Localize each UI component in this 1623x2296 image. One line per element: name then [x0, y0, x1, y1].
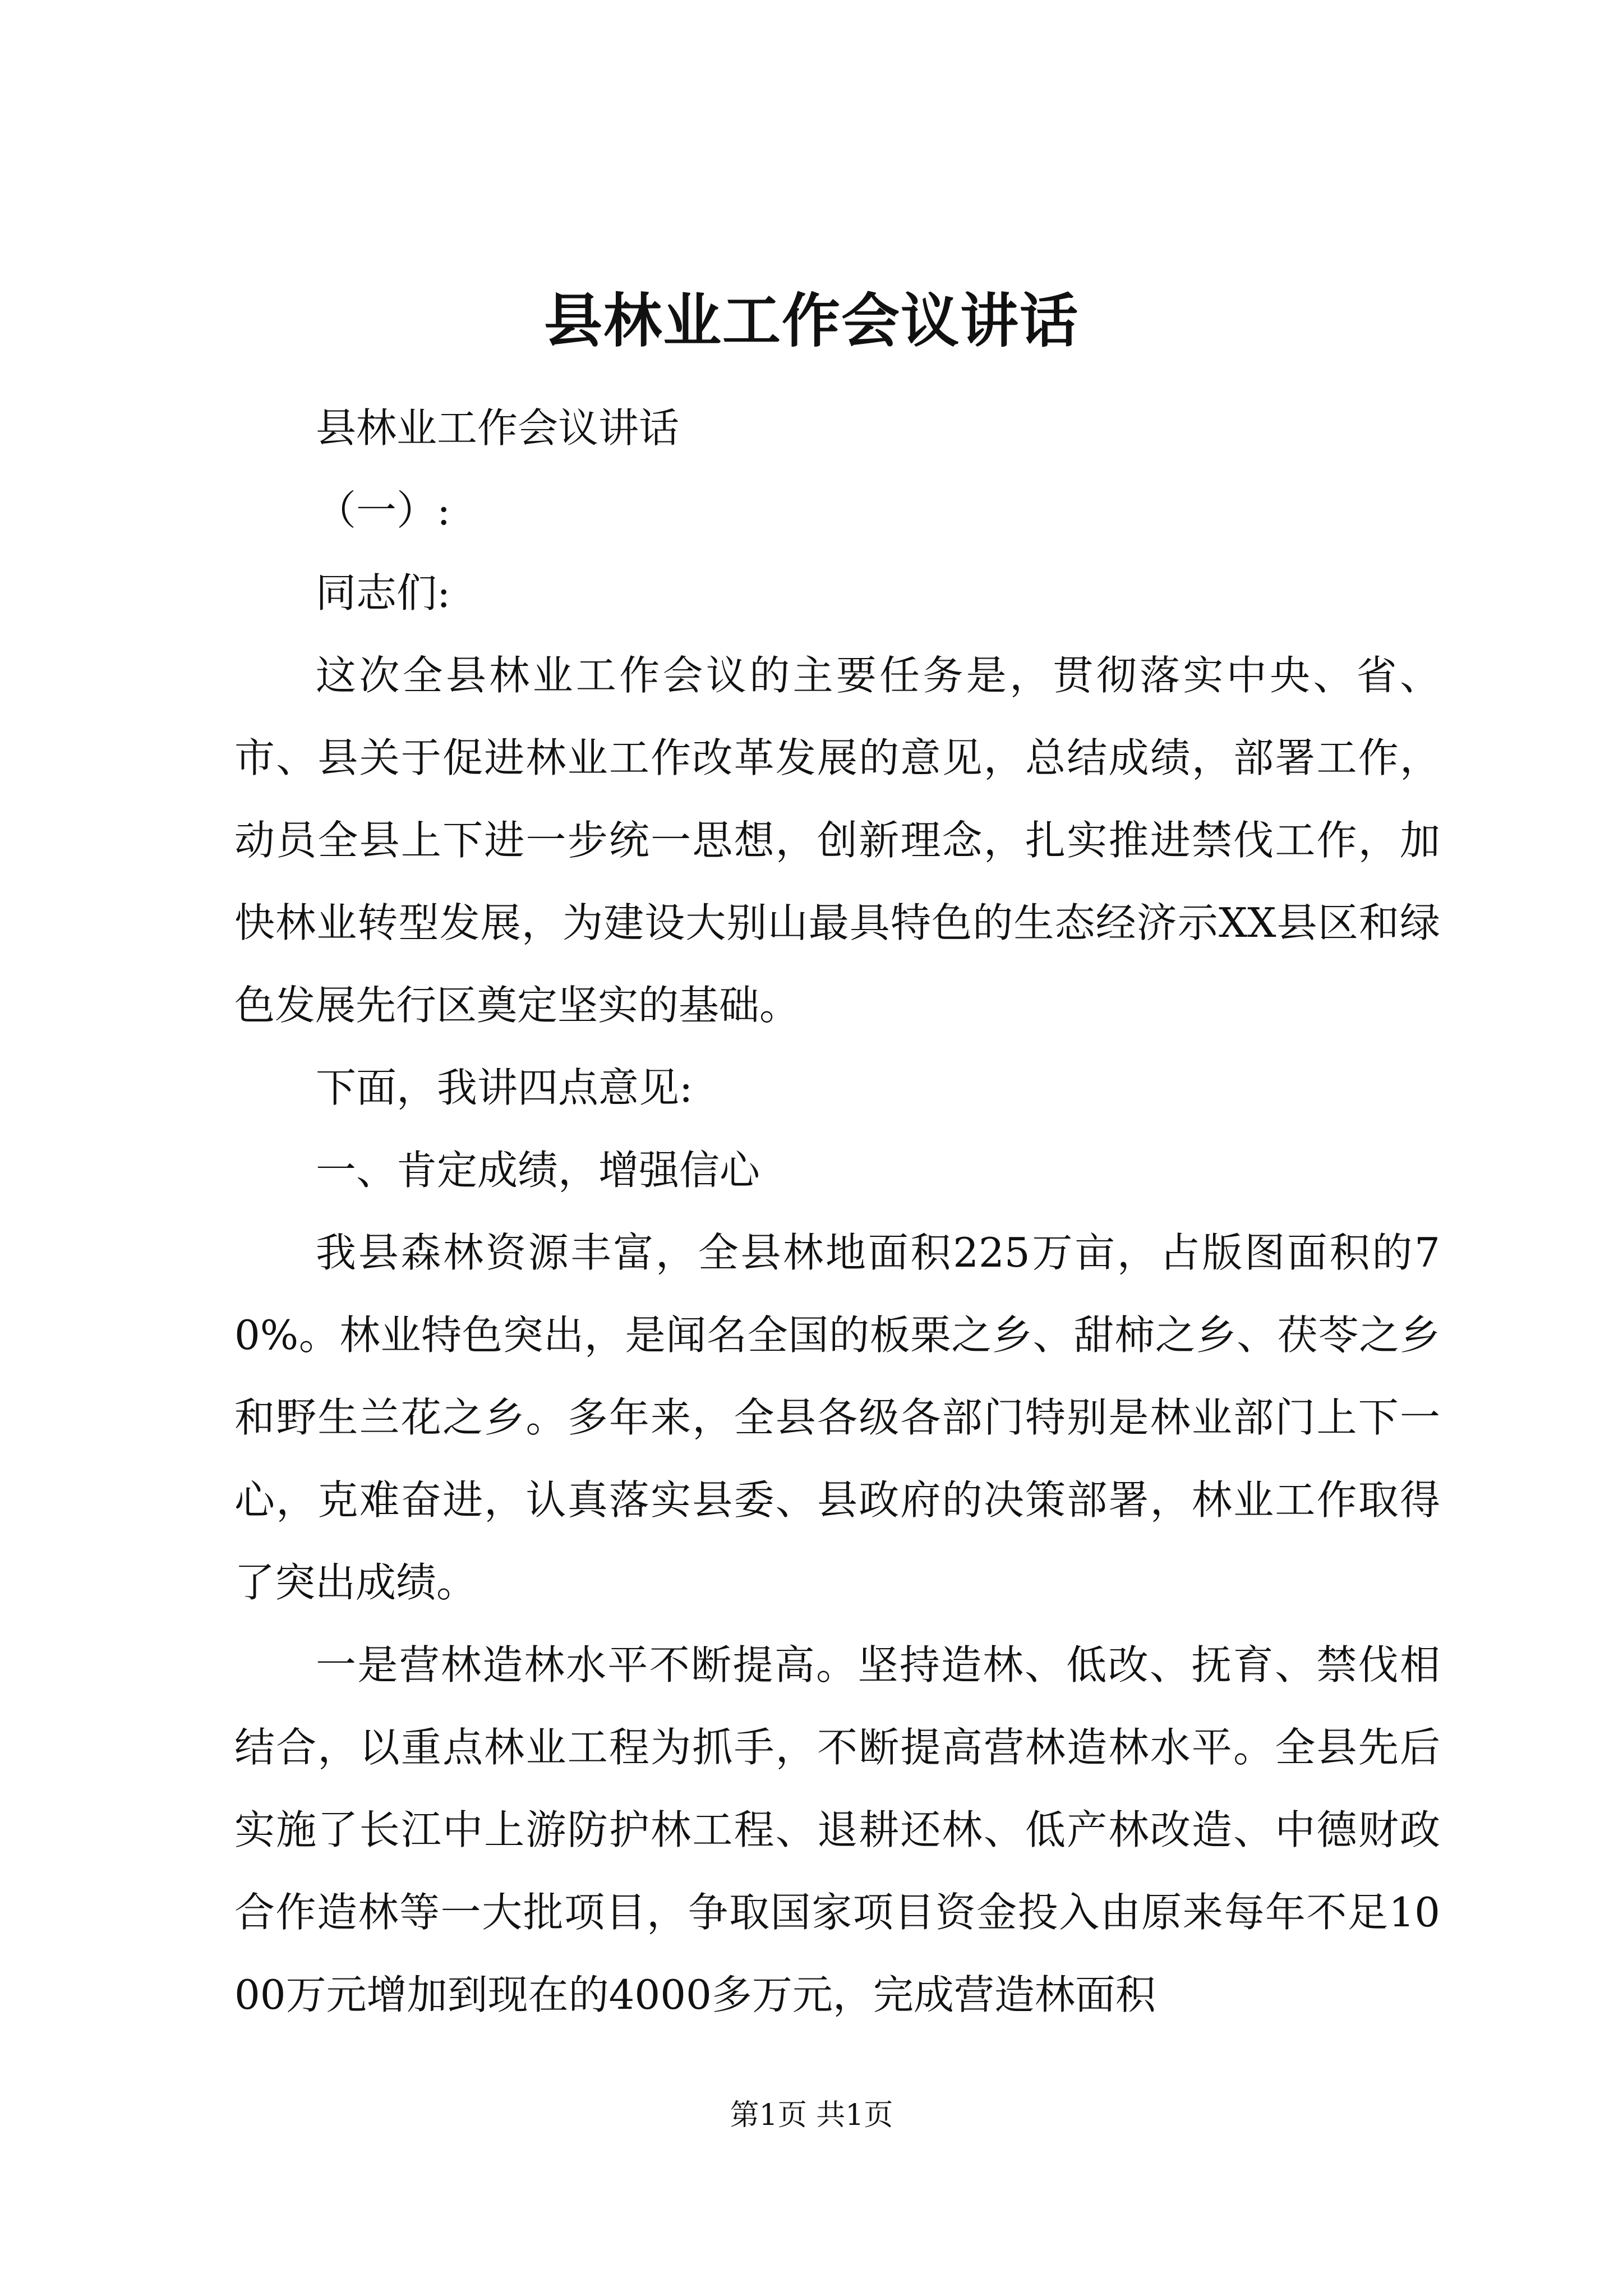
paragraph-outline: 下面，我讲四点意见: — [316, 1064, 693, 1111]
paragraph-afforestation: 一是营林造林水平不断提高。坚持造林、低改、抚育、禁伐相结合，以重点林业工程为抓手，不断提高营林造林水平。全县先后实施了长江中上游防护林工程、退耕还林、低产林改造、中德财政合作造林等一大批项目，争取国家项目资金投入由原来每年不足1000万元增加到现在的4000多万元，完成营造林面积 — [234, 1641, 1440, 2018]
page-footer: 第1页 共1页 — [730, 2099, 893, 2132]
paragraph-resources: 我县森林资源丰富，全县林地面积225万亩，占版图面积的70%。林业特色突出，是闻名全国的板栗之乡、甜柿之乡、茯苓之乡和野生兰花之乡。多年来，全县各级各部门特别是林业部门上下一心，克难奋进，认真落实县委、县政府的决策部署，林业工作取得了突出成绩。 — [234, 1229, 1440, 1606]
paragraph-section-number: （一）: — [316, 487, 451, 534]
paragraph-intro: 这次全县林业工作会议的主要任务是，贯彻落实中央、省、市、县关于促进林业工作改革发展的意见，总结成绩，部署工作，动员全县上下进一步统一思想，创新理念，扎实推进禁伐工作，加快林业转型发展，为建设大别山最具特色的生态经济示XX县区和绿色发展先行区奠定坚实的基础。 — [234, 652, 1440, 1029]
paragraph-subtitle: 县林业工作会议讲话 — [316, 404, 680, 452]
paragraph-salutation: 同志们: — [316, 569, 451, 616]
document-body — [234, 387, 1440, 2036]
document-title: 县林业工作会议讲话 — [543, 286, 1079, 355]
section-heading-1: 一、肯定成绩，增强信心 — [316, 1147, 760, 1194]
